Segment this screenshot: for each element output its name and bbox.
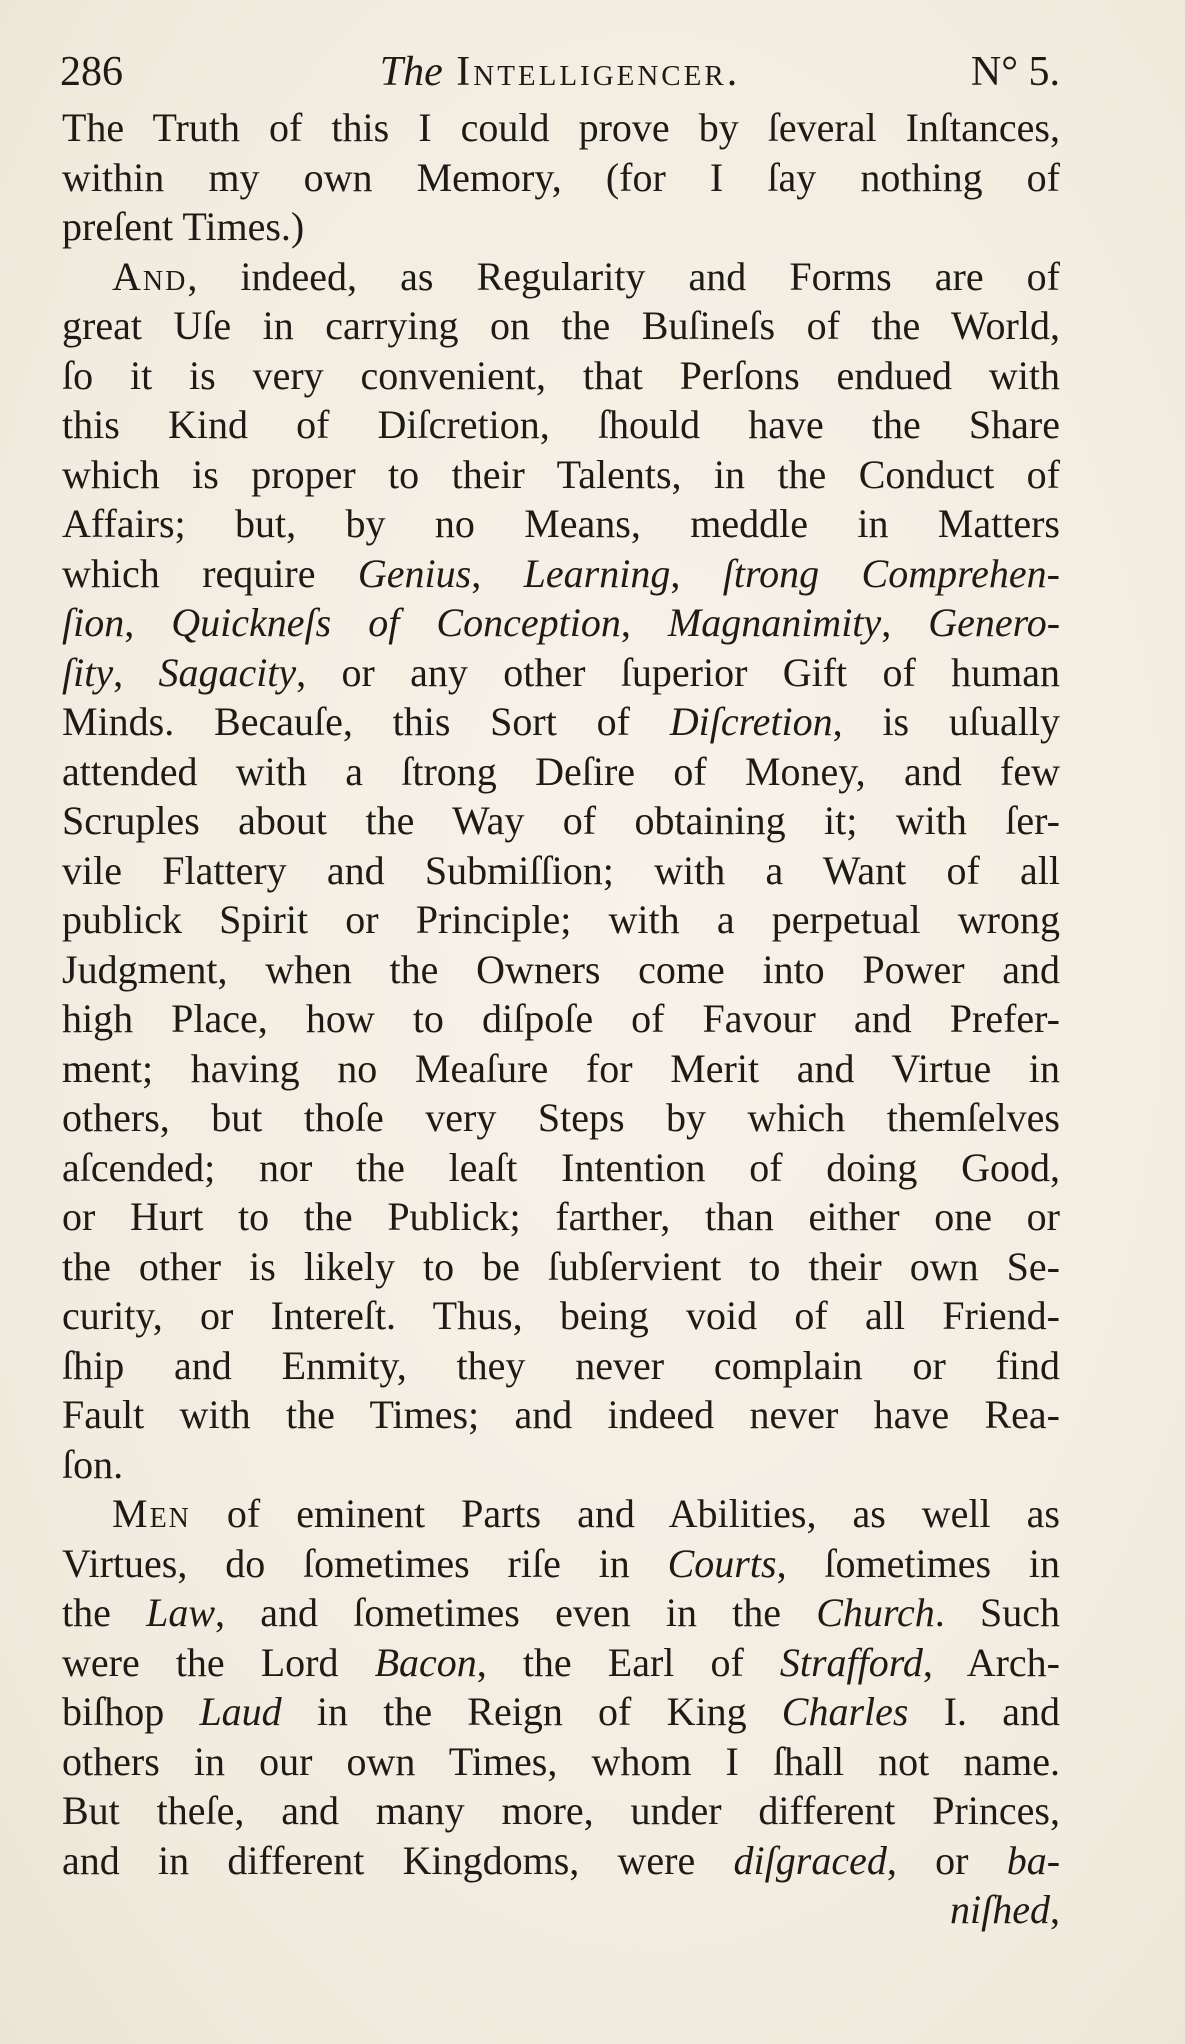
text-line [62,994,1060,1044]
text-line [62,252,1060,302]
italic-text: Courts [667,1540,777,1586]
italic-text: Bacon [374,1639,477,1685]
italic-text: ſity [62,649,114,695]
text-line [62,351,1060,401]
text-line [62,747,1060,797]
italic-text: ſtrong Comprehen- [722,550,1061,596]
text-run: this Kind of Diſcretion, ſhould have the Share [62,402,1060,447]
text-line [62,697,1060,747]
text-run: Virtues, do ſometimes riſe in [62,1540,668,1586]
text-line [62,1192,1060,1242]
text-line [62,648,1060,698]
text-run: curity, or Intereſt. Thus, being void of all Friend- [62,1293,1060,1338]
text-run: , [113,649,159,695]
text-run: , is uſually [832,699,1060,744]
running-title-name: Intelligencer. [456,49,741,95]
text-run: , [670,550,723,596]
text-run: , ſometimes in [776,1540,1060,1586]
text-line [62,1737,1060,1787]
text-run: , the Earl of [476,1639,780,1685]
text-line [62,1489,1060,1539]
italic-text: Laud [199,1689,282,1734]
text-line [62,153,1060,203]
text-line [62,301,1060,351]
text-line [62,1242,1060,1292]
text-run: great Uſe in carrying on the Buſineſs of the World, [62,303,1060,348]
text-run: the other is likely to be ſubſervient to their own Se- [62,1243,1060,1289]
text-run: Minds. Becauſe, this Sort of [62,699,670,744]
text-run: within my own Memory, (for I ſay nothing of [62,154,1060,200]
text-line [62,549,1060,599]
small-caps-text: Men [112,1491,191,1536]
text-run: , [124,600,172,645]
text-run: vile Flattery and Submiſſion; with a Want of all [62,847,1060,893]
text-run: which is proper to their Talents, in the Conduct of [62,451,1060,497]
issue-number: N° 5. [970,49,1060,95]
text-run: , and ſometimes even in the [215,1590,817,1635]
text-line [62,450,1060,500]
text-run: . Such [934,1590,1060,1635]
text-run: ſon. [62,1441,124,1487]
text-run: , [471,550,524,596]
italic-text: Sagacity [158,649,297,695]
text-run: the [62,1590,147,1635]
italic-text: Quickneſs of Conception [171,600,621,645]
text-run: in the Reign of King [281,1689,782,1734]
italic-text: ba- [1006,1837,1061,1883]
text-line [62,945,1060,995]
text-run: and in different Kingdoms, were [62,1837,734,1883]
italic-text: Law [146,1590,216,1635]
text-line [62,1687,1060,1737]
text-run: which require [62,550,358,596]
text-run: , [1050,1887,1060,1932]
text-line [62,400,1060,450]
italic-text: Strafford [779,1639,923,1685]
body-text [62,103,1060,1935]
text-line [62,1291,1060,1341]
text-line [62,1885,1060,1935]
italic-text: Magnanimity [667,600,882,645]
text-line [62,499,1060,549]
text-line [62,1440,1060,1490]
text-run: , [620,600,668,645]
running-header [60,44,1060,100]
text-run: , or [886,1837,1007,1883]
italic-text: Church [816,1590,935,1635]
italic-text: Genero- [928,600,1061,645]
text-line [62,1588,1060,1638]
running-title-article: The [379,49,443,95]
text-line [62,846,1060,896]
text-run: were the Lord [62,1639,375,1685]
italic-text: ſion [62,600,125,645]
italic-text: niſhed [950,1887,1050,1932]
small-caps-text: And [112,253,188,299]
text-run: of eminent Parts and Abilities, as well as [190,1491,1060,1536]
text-run: others in our own Times, whom I ſhall not name. [62,1738,1060,1784]
italic-text: Charles [781,1689,909,1734]
text-run: preſent Times.) [62,204,305,249]
italic-text: diſgraced [733,1837,887,1883]
italic-text: Genius [357,550,472,596]
text-line [62,1143,1060,1193]
text-run: high Place, how to diſpoſe of Favour and Prefer- [62,996,1060,1041]
text-line [62,1044,1060,1094]
text-run: The Truth of this I could prove by ſeveral Inſtances, [62,105,1060,150]
text-run: or Hurt to the Publick; farther, than either one or [62,1194,1060,1239]
text-run: biſhop [62,1689,200,1734]
text-run: , indeed, as Regularity and Forms are of [187,253,1060,299]
italic-text: Learning [523,550,671,596]
text-run: , Arch- [922,1639,1061,1685]
text-run: attended with a ſtrong Deſire of Money, and few [62,748,1060,794]
text-line [62,1341,1060,1391]
text-run: , or any other ſuperior Gift of human [296,649,1060,695]
text-run: Affairs; but, by no Means, meddle in Matters [62,501,1060,546]
text-line [62,598,1060,648]
text-run: Judgment, when the Owners come into Power and [62,946,1060,992]
text-line [62,1390,1060,1440]
text-line [62,1539,1060,1589]
text-run: Scruples about the Way of obtaining it; with ſer- [62,798,1060,843]
text-line [62,103,1060,153]
text-line [62,1786,1060,1836]
page-number: 286 [60,49,123,95]
text-run: others, but thoſe very Steps by which themſelves [62,1095,1060,1140]
text-run: , [881,600,929,645]
text-run: ſhip and Enmity, they never complain or find [62,1342,1060,1388]
text-run: aſcended; nor the leaſt Intention of doing Good, [62,1144,1060,1190]
text-run: publick Spirit or Principle; with a perpetual wrong [62,897,1060,942]
text-line [62,796,1060,846]
text-run: I. and [908,1689,1060,1734]
text-run: ment; having no Meaſure for Merit and Virtue in [62,1045,1060,1091]
text-line [62,1836,1060,1886]
text-run: ſo it is very convenient, that Perſons endued with [62,352,1060,398]
running-title [60,44,1060,100]
text-line [62,1638,1060,1688]
text-run: But theſe, and many more, under different Princes, [62,1788,1060,1833]
text-run: Fault with the Times; and indeed never have Rea- [62,1392,1060,1437]
text-line [62,202,1060,252]
text-line [62,895,1060,945]
text-line [62,1093,1060,1143]
italic-text: Diſcretion [669,699,833,744]
